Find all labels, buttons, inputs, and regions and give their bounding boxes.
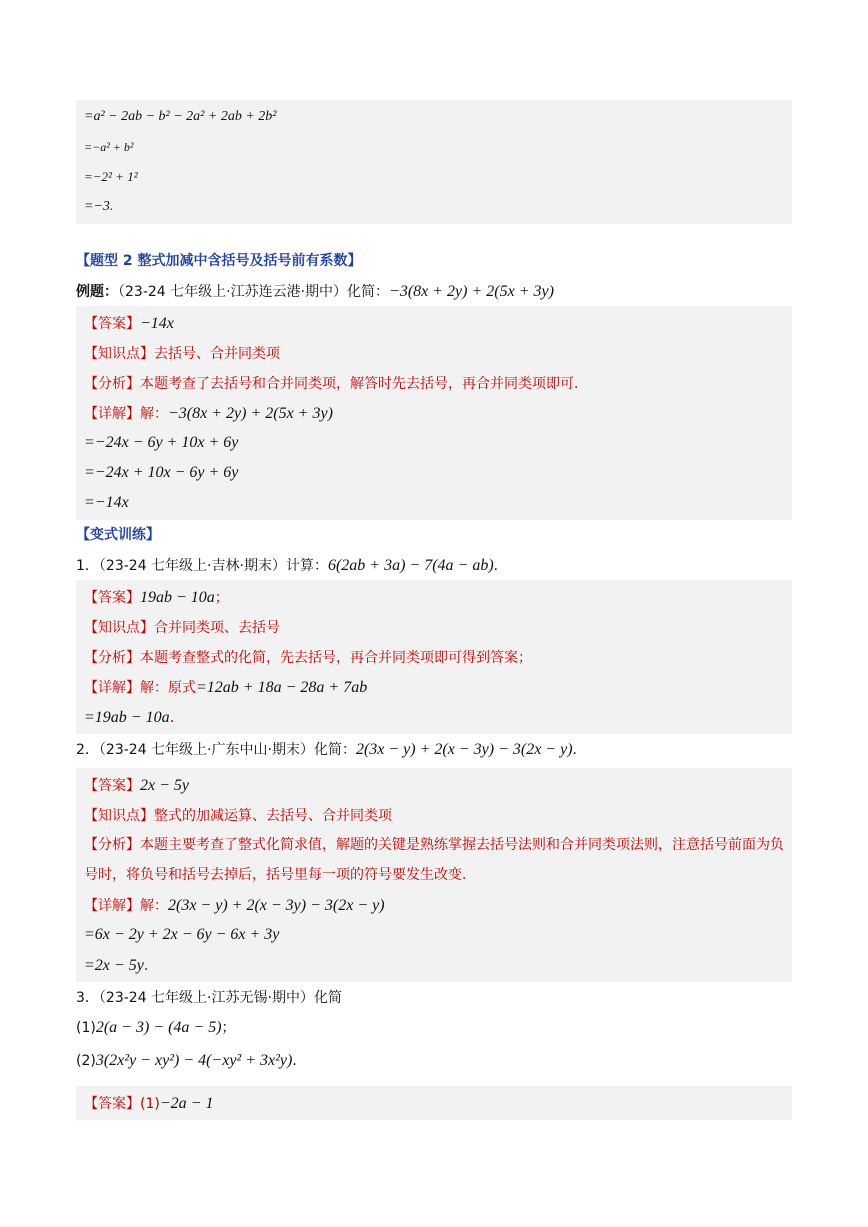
q1-number: 1．	[76, 558, 99, 574]
top-solution-box	[76, 100, 792, 224]
example-knowledge	[84, 338, 784, 368]
analysis-text: 本题考查整式的化简，先去括号，再合并同类项即可得到答案；	[140, 650, 532, 666]
q2-question	[76, 734, 792, 764]
q1-step-value: =19ab − 10a	[84, 709, 170, 726]
answer-tag: 【答案】	[84, 316, 140, 332]
top-step-1: =a² − 2ab − b² − 2a² + 2ab + 2b²	[84, 109, 277, 124]
example-solution-box	[76, 306, 792, 520]
document-page	[76, 100, 792, 1120]
example-analysis	[84, 368, 784, 398]
example-step-1: =−24x − 6y + 10x + 6y	[84, 434, 239, 451]
analysis-tag: 【分析】	[84, 650, 140, 666]
q2-expression: 2(3x − y) + 2(x − 3y) − 3(2x − y)	[355, 741, 573, 758]
q2-source: （23-24 七年级上·广东中山·期末）化简：	[98, 742, 356, 758]
q1-expression: 6(2ab + 3a) − 7(4a − ab)	[327, 557, 494, 574]
q3-number: 3．	[76, 990, 99, 1006]
analysis-text: 本题考查了去括号和合并同类项，解答时先去括号，再合并同类项即可．	[140, 376, 588, 392]
knowledge-tag: 【知识点】	[84, 346, 154, 362]
q1-detail	[84, 672, 784, 702]
q1-step	[84, 702, 784, 732]
analysis-tag: 【分析】	[84, 376, 140, 392]
q3-part-2	[76, 1042, 792, 1078]
example-step-3: =−14x	[84, 494, 129, 511]
detail-tag: 【详解】	[84, 898, 140, 914]
answer-label: (1)	[140, 1096, 160, 1112]
q2-step-value: =2x − 5y	[84, 957, 144, 974]
q2-step-2	[84, 950, 784, 980]
example-answer	[84, 308, 784, 338]
q3-source: （23-24 七年级上·江苏无锡·期中）化简	[98, 990, 342, 1006]
q2-end: ．	[572, 742, 587, 758]
q3-answer	[84, 1088, 784, 1118]
detail-prefix: 解：	[140, 898, 168, 914]
q2-knowledge	[84, 800, 784, 830]
answer-tag: 【答案】	[84, 778, 140, 794]
section-title: 【题型 2 整式加减中含括号及括号前有系数】	[76, 253, 362, 269]
example-step-2: =−24x + 10x − 6y + 6y	[84, 464, 239, 481]
top-step-4	[84, 192, 784, 222]
q2-answer	[84, 770, 784, 800]
q2-step-end: .	[143, 956, 149, 974]
q1-end: ．	[493, 558, 508, 574]
answer-end: ；	[214, 590, 229, 606]
q2-step-1: =6x − 2y + 2x − 6y − 6x + 3y	[84, 926, 280, 943]
detail-tag: 【详解】	[84, 406, 140, 422]
q1-answer	[84, 582, 784, 612]
detail-expression: =12ab + 18a − 28a + 7ab	[196, 679, 368, 696]
q1-step-end: .	[169, 708, 175, 726]
q1-question	[76, 550, 792, 580]
detail-tag: 【详解】	[84, 680, 140, 696]
top-step-3: =−2² + 1²	[84, 169, 138, 184]
top-final-value: =−3	[84, 199, 110, 214]
knowledge-tag: 【知识点】	[84, 620, 154, 636]
answer-value: −14x	[140, 315, 174, 332]
q3-part-1-end: ；	[221, 1020, 236, 1036]
q3-part-1-label: (1)	[76, 1020, 96, 1036]
end-mark: .	[109, 199, 114, 214]
q3-part-2-expression: 3(2x²y − xy²) − 4(−xy² + 3x²y)	[95, 1052, 293, 1069]
q3-part-2-label: (2)	[76, 1053, 96, 1069]
detail-expression: −3(8x + 2y) + 2(5x + 3y)	[168, 405, 333, 422]
detail-prefix: 解：	[140, 406, 168, 422]
q2-solution-box	[76, 768, 792, 982]
answer-tag: 【答案】	[84, 590, 140, 606]
example-expression: −3(8x + 2y) + 2(5x + 3y)	[389, 283, 554, 300]
q1-solution-box	[76, 580, 792, 734]
knowledge-text: 整式的加减运算、去括号、合并同类项	[154, 808, 392, 824]
detail-expression: 2(3x − y) + 2(x − 3y) − 3(2x − y)	[168, 897, 385, 914]
q3-part-1	[76, 1012, 792, 1042]
q1-knowledge	[84, 612, 784, 642]
q1-analysis	[84, 642, 784, 672]
q3-question	[76, 982, 792, 1012]
analysis-tag: 【分析】	[84, 837, 140, 853]
q3-part-1-expression: 2(a − 3) − (4a − 5)	[95, 1019, 222, 1036]
example-label: 例题：	[76, 284, 118, 300]
variant-title: 【变式训练】	[76, 527, 160, 543]
knowledge-tag: 【知识点】	[84, 808, 154, 824]
answer-value: 2x − 5y	[140, 777, 189, 794]
detail-prefix: 解：原式	[140, 680, 196, 696]
q3-part-2-end: ．	[292, 1053, 307, 1069]
q2-detail	[84, 890, 784, 920]
q1-source: （23-24 七年级上·吉林·期末）计算：	[98, 558, 328, 574]
q2-analysis	[84, 830, 784, 890]
knowledge-text: 去括号、合并同类项	[154, 346, 280, 362]
example-question	[76, 276, 792, 306]
top-step-2: =−a² + b²	[84, 140, 134, 154]
q3-solution-box	[76, 1086, 792, 1120]
knowledge-text: 合并同类项、去括号	[154, 620, 280, 636]
answer-value: −2a − 1	[159, 1095, 214, 1112]
analysis-text: 本题主要考查了整式化简求值，解题的关键是熟练掌握去括号法则和合并同类项法则，注意括号前面为负号时，将负号和括号去掉后，括号里每一项的符号要发生改变．	[84, 837, 784, 883]
answer-tag: 【答案】	[84, 1096, 140, 1112]
answer-value: 19ab − 10a	[140, 589, 215, 606]
example-detail	[84, 398, 784, 428]
example-source: （23-24 七年级上·江苏连云港·期中）化简：	[118, 284, 390, 300]
q2-number: 2．	[76, 742, 99, 758]
